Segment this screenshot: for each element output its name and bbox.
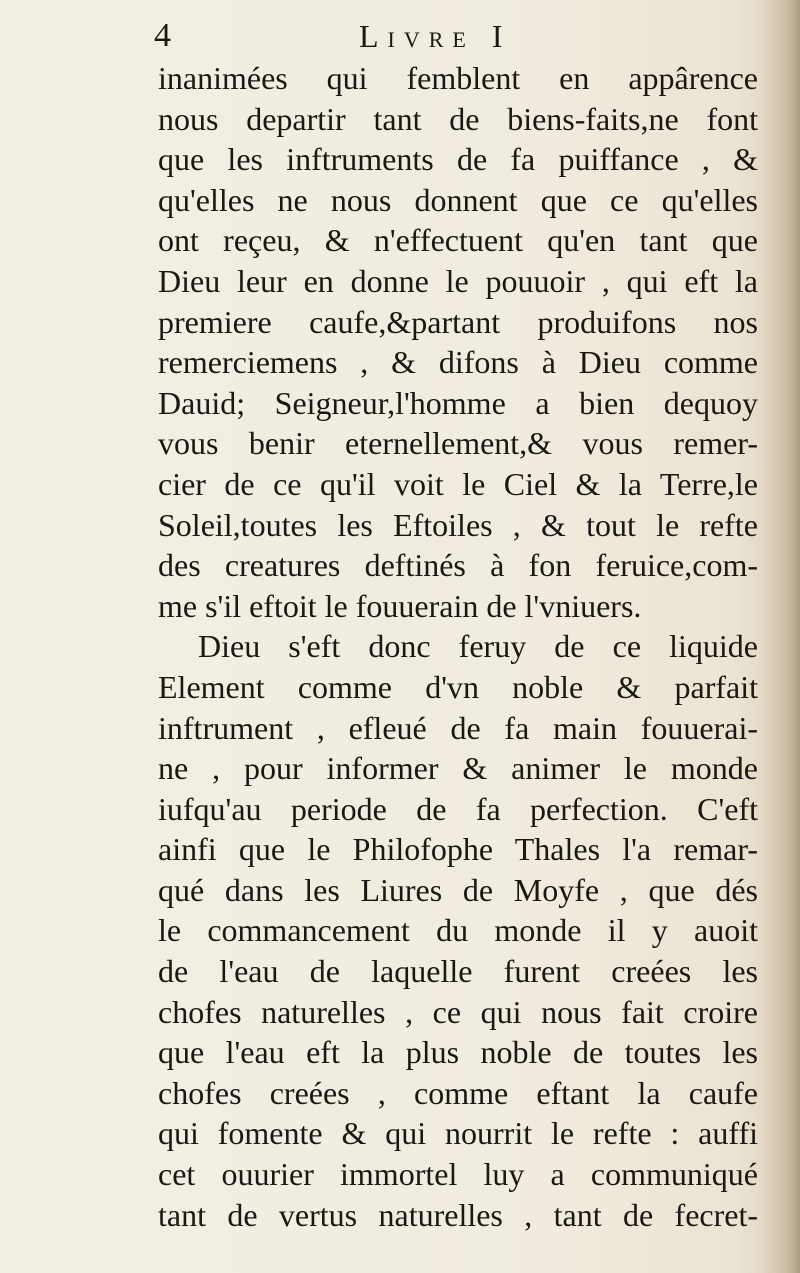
text-line: ainfi que le Philofophe Thales l'a remar-	[158, 831, 758, 868]
text-line: Element comme d'vn noble & parfait	[158, 668, 758, 705]
text-line: nous departir tant de biens-faits,ne font	[158, 100, 758, 137]
text-line: qu'elles ne nous donnent que ce qu'elles	[158, 181, 758, 218]
text-line: cet ouurier immortel luy a communiqué	[158, 1156, 758, 1193]
text-line: tant de vertus naturelles , tant de fecret-	[158, 1196, 758, 1233]
text-line-paragraph-end: me s'il eftoit le fouuerain de l'vniuers.	[158, 587, 642, 624]
text-line: que les inftruments de fa puiffance , &	[158, 141, 758, 178]
text-line: que l'eau eft la plus noble de toutes les	[158, 1034, 758, 1071]
text-line: inanimées qui femblent en appârence	[158, 60, 758, 96]
text-line: Dieu leur en donne le pouuoir , qui eft la	[158, 262, 758, 299]
text-line: remerciemens , & difons à Dieu comme	[158, 344, 758, 381]
text-line: chofes naturelles , ce qui nous fait croire	[158, 993, 758, 1030]
page-number: 4	[154, 17, 171, 54]
text-line: des creatures deftinés à fon feruice,com-	[158, 547, 758, 584]
text-line: iufqu'au periode de fa perfection. C'eft	[158, 790, 758, 827]
text-line: le commancement du monde il y auoit	[158, 912, 758, 949]
text-line: inftrument , efleué de fa main fouuerai-	[158, 709, 758, 746]
body-text	[158, 58, 758, 1235]
text-line: ne , pour informer & animer le monde	[158, 750, 758, 787]
running-head: Livre I	[359, 18, 512, 54]
text-line: chofes creées , comme eftant la caufe	[158, 1074, 758, 1111]
text-line-paragraph-start: Dieu s'eft donc feruy de ce liquide	[198, 628, 758, 665]
text-line: Soleil,toutes les Eftoiles , & tout le refte	[158, 506, 758, 543]
text-line: qui fomente & qui nourrit le refte : auffi	[158, 1115, 758, 1152]
text-line: Dauid; Seigneur,l'homme a bien dequoy	[158, 384, 758, 421]
text-line: de l'eau de laquelle furent creées les	[158, 953, 758, 990]
text-line: ont reçeu, & n'effectuent qu'en tant que	[158, 222, 758, 259]
page-header	[154, 14, 574, 58]
text-line: premiere caufe,&partant produifons nos	[158, 303, 758, 340]
text-line: qué dans les Liures de Moyfe , que dés	[158, 871, 758, 908]
text-line: cier de ce qu'il voit le Ciel & la Terre,le	[158, 465, 758, 502]
text-line: vous benir eternellement,& vous remer-	[158, 425, 758, 462]
